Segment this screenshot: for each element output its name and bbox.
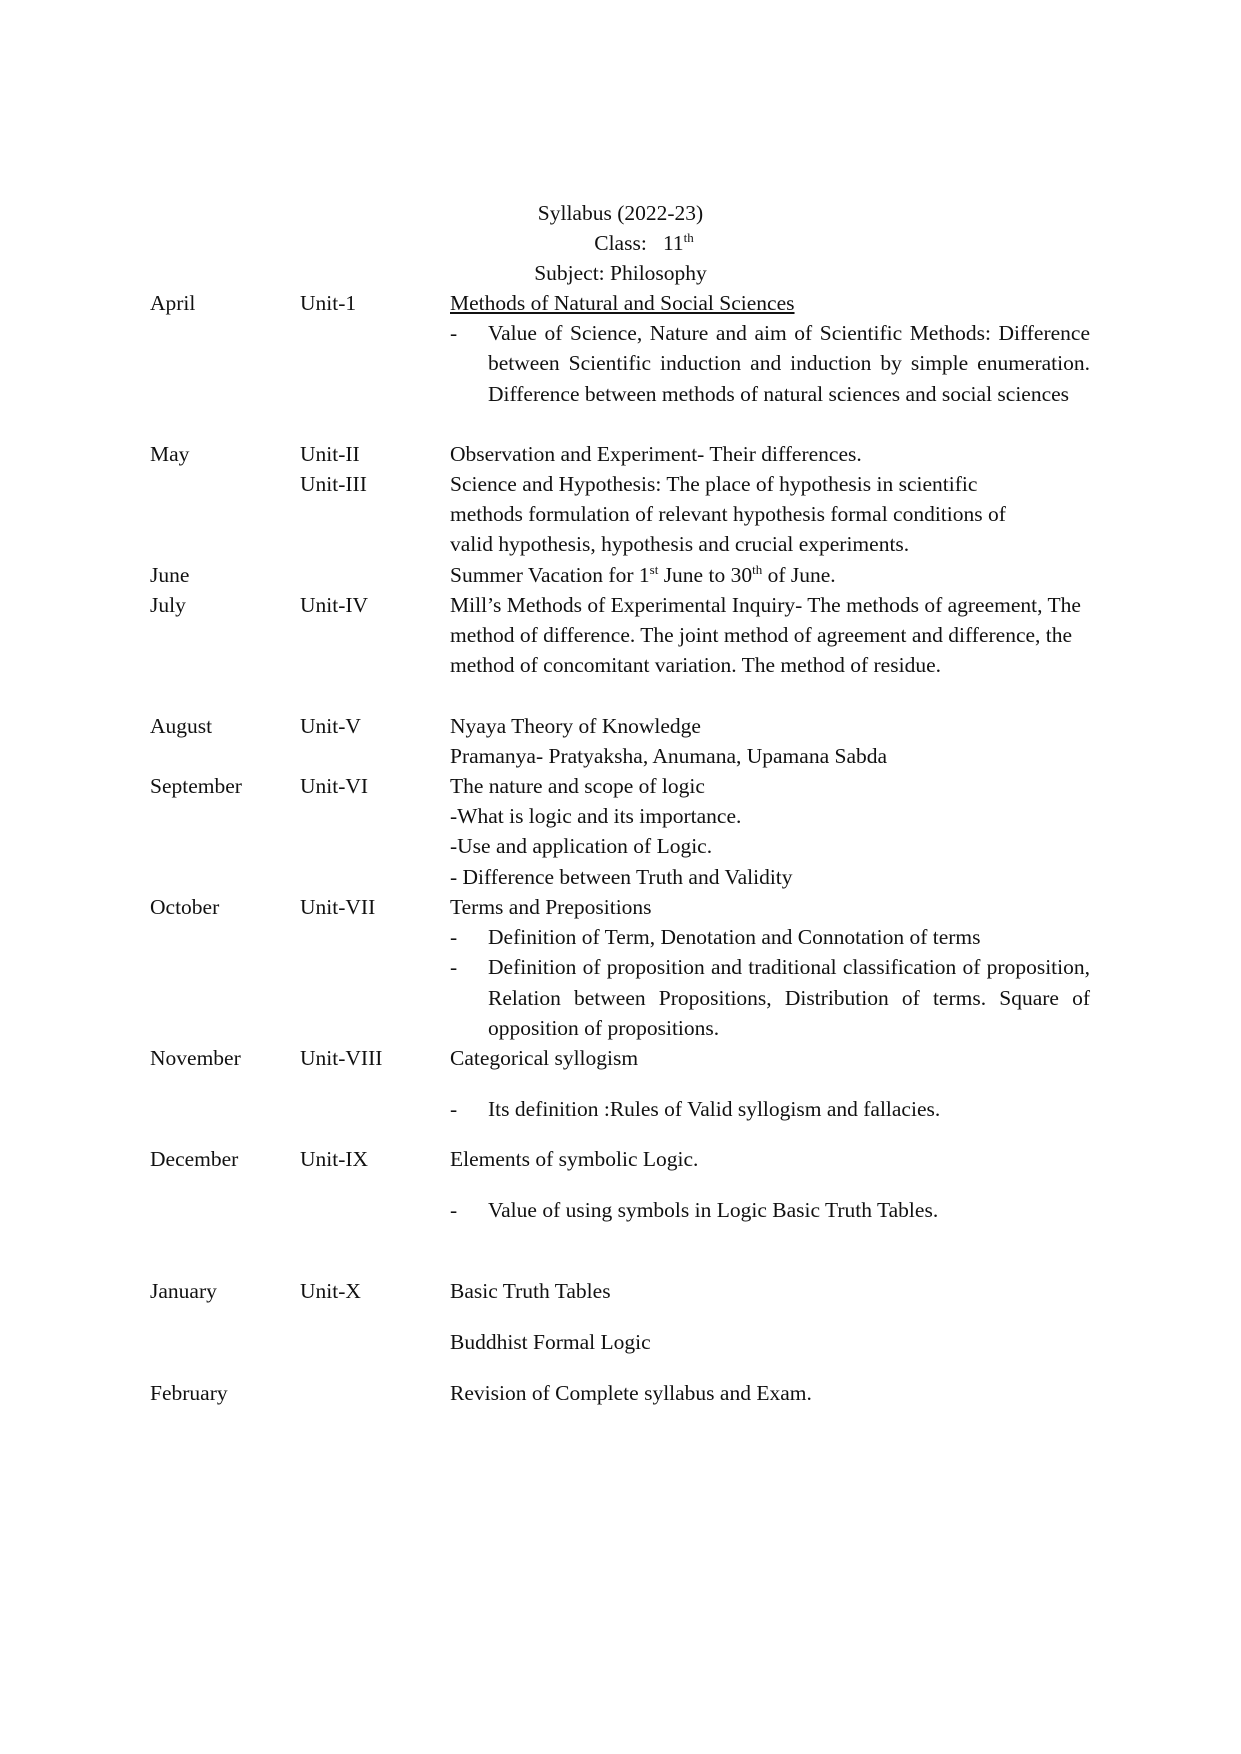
topic-title: Elements of symbolic Logic. (450, 1147, 699, 1171)
unit-content: Revision of Complete syllabus and Exam. (450, 1381, 812, 1405)
class-label: Class: (594, 231, 647, 255)
bullet-dash: - (450, 955, 458, 980)
bullet-text: Value of using symbols in Logic Basic Truth Tables. (488, 1198, 939, 1223)
month-label: February (150, 1381, 228, 1405)
month-label: May (150, 442, 190, 466)
vacation-text: Summer Vacation for 1 (450, 563, 650, 587)
syllabus-title: Syllabus (2022-23) (537, 201, 704, 225)
content-line: Buddhist Formal Logic (450, 1330, 651, 1355)
bullet-item (450, 1094, 1090, 1124)
vacation-text: of June. (762, 563, 836, 587)
month-label: November (150, 1046, 241, 1070)
bullet-item (450, 952, 1090, 1043)
month-label: June (150, 563, 190, 587)
unit-label: Unit-II (300, 442, 360, 466)
unit-label: Unit-VII (300, 895, 376, 919)
unit-label: Unit-IV (300, 593, 369, 617)
vacation-text: June to 30 (658, 563, 753, 587)
bullet-dash: - (450, 321, 458, 346)
unit-content: Science and Hypothesis: The place of hypothesis in scientific methods formulation of relevant hypothesis formal conditions of valid hypothesis, hypothesis and crucial experiments. (450, 472, 1006, 557)
unit-content (450, 1144, 1090, 1225)
document-title (0, 198, 1241, 228)
month-label: October (150, 895, 220, 919)
month-label: January (150, 1279, 217, 1303)
ordinal-suffix: st (649, 561, 659, 577)
topic-title: Categorical syllogism (450, 1046, 639, 1070)
unit-content (450, 560, 1090, 590)
unit-content (450, 711, 1090, 771)
unit-content (450, 1276, 1090, 1357)
unit-content: Mill’s Methods of Experimental Inquiry- The methods of agreement, The method of difference. The joint method of agreement and difference, the method of concomitant variation. The method of residue. (450, 593, 1081, 678)
subject-line (0, 258, 1241, 288)
unit-label: Unit-VIII (300, 1046, 383, 1070)
content-line: Nyaya Theory of Knowledge (450, 714, 701, 738)
class-line (0, 228, 1241, 258)
content-line: - Difference between Truth and Validity (450, 864, 793, 889)
content-line: -What is logic and its importance. (450, 804, 742, 829)
unit-label: Unit-X (300, 1279, 361, 1303)
content-line: -Use and application of Logic. (450, 834, 713, 859)
unit-label: Unit-V (300, 714, 361, 738)
unit-content (450, 892, 1090, 1043)
unit-content (450, 1043, 1090, 1124)
unit-content (450, 288, 1090, 409)
bullet-item (450, 922, 1090, 952)
class-suffix: th (683, 229, 694, 245)
unit-label: Unit-IX (300, 1147, 369, 1171)
month-label: September (150, 774, 242, 798)
topic-title: Terms and Prepositions (450, 895, 652, 919)
unit-content: Observation and Experiment- Their differences. (450, 442, 862, 466)
content-line: Basic Truth Tables (450, 1279, 611, 1303)
unit-content (450, 771, 1090, 892)
month-label: July (150, 593, 186, 617)
ordinal-suffix: th (752, 561, 763, 577)
bullet-dash: - (450, 1097, 458, 1122)
bullet-text: Definition of Term, Denotation and Connotation of terms (488, 925, 981, 950)
class-value: 11 (662, 231, 684, 255)
bullet-dash: - (450, 925, 458, 950)
topic-title: Methods of Natural and Social Sciences (450, 291, 795, 315)
bullet-item (450, 1195, 1090, 1225)
content-line: Pramanya- Pratyaksha, Anumana, Upamana Sabda (450, 744, 888, 769)
bullet-text: Its definition :Rules of Valid syllogism and fallacies. (488, 1097, 941, 1122)
bullet-text: Value of Science, Nature and aim of Scientific Methods: Difference between Scientific induction and induction by simple enumeration. Difference between methods of natural sciences and social sciences (488, 321, 1090, 406)
content-line: The nature and scope of logic (450, 774, 705, 798)
month-label: December (150, 1147, 239, 1171)
bullet-text: Definition of proposition and traditional classification of proposition, Relation between Propositions, Distribution of terms. Square of opposition of propositions. (488, 955, 1090, 1040)
month-label: April (150, 291, 196, 315)
bullet-dash: - (450, 1198, 458, 1223)
unit-label: Unit-VI (300, 774, 369, 798)
unit-label: Unit-III (300, 472, 367, 496)
subject: Subject: Philosophy (534, 261, 707, 285)
unit-label: Unit-1 (300, 291, 357, 315)
bullet-item (450, 318, 1090, 409)
month-label: August (150, 714, 213, 738)
